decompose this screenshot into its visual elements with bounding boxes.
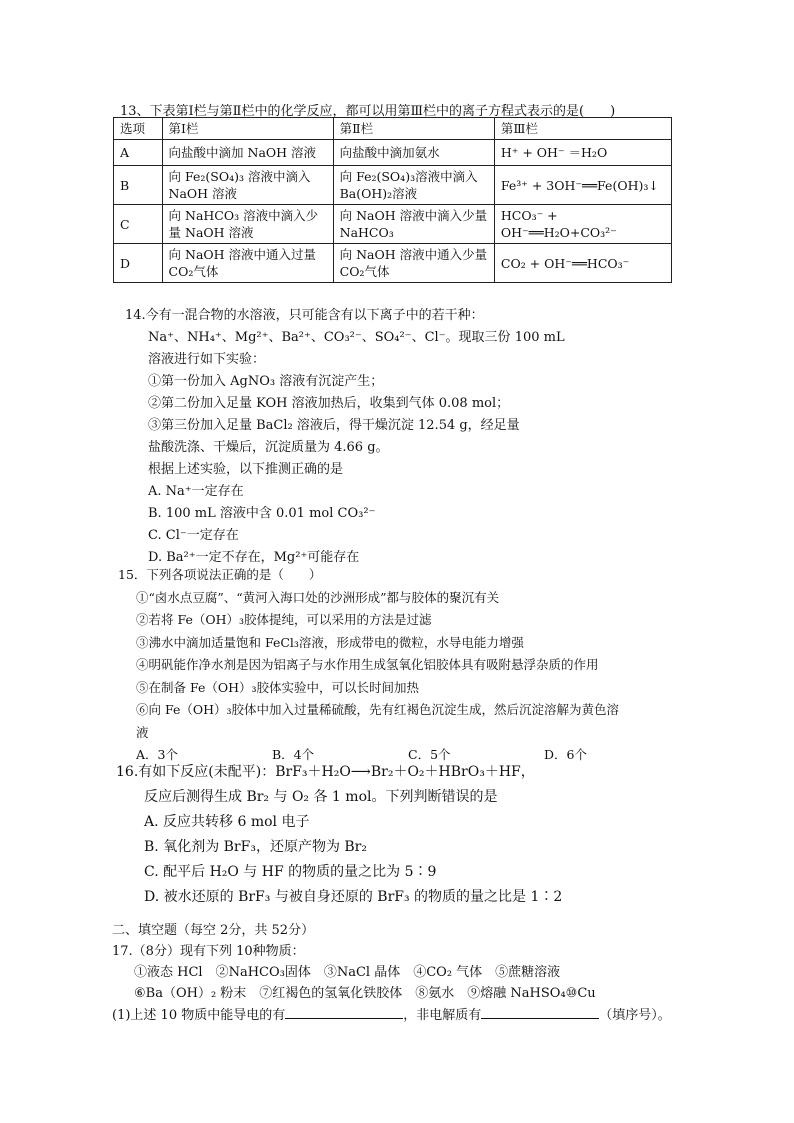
header-cell: 第Ⅲ栏 (494, 118, 671, 140)
table-row (114, 244, 672, 283)
q16-option-d: D. 被水还原的 BrF₃ 与被自身还原的 BrF₃ 的物质的量之比是 1∶2 (144, 889, 563, 905)
q15-item: ⑥向 Fe（OH）₃胶体中加入过量稀硫酸，先有红褐色沉淀生成，然后沉淀溶解为黄色溶 (136, 702, 620, 717)
q16-block (116, 760, 562, 910)
answer-blank-nonelectrolytes[interactable] (481, 1004, 599, 1019)
option-cell: B (114, 166, 163, 205)
q15-option-d: D．6个 (544, 747, 587, 762)
q14-option-b: B. 100 mL 溶液中含 0.01 mol CO₃²⁻ (148, 506, 376, 521)
section2-heading: 二、填空题（每空 2分，共 52分） (112, 923, 315, 938)
q14-text: 盐酸洗涤、干燥后，沉淀质量为 4.66 g。 (148, 440, 389, 455)
table-row (114, 140, 672, 166)
q15-item: 液 (136, 724, 149, 740)
q17-q1-text-b: ，非电解质有 (403, 1008, 482, 1023)
q16-stem: 16.有如下反应(未配平)：BrF₃＋H₂O⟶Br₂＋O₂＋HBrO₃＋HF， (116, 764, 535, 780)
col3-cell: Fe³⁺ + 3OH⁻══Fe(OH)₃↓ (494, 166, 671, 205)
col3-cell: HCO₃⁻ + OH⁻══H₂O+CO₃²⁻ (494, 205, 671, 244)
q14-step2: ②第二份加入足量 KOH 溶液加热后，收集到气体 0.08 mol； (148, 396, 510, 411)
section2-block (112, 920, 671, 1025)
q14-option-c: C. Cl⁻一定存在 (148, 528, 239, 543)
q17-list-1: ①液态 HCl ②NaHCO₃固体 ③NaCl 晶体 ④CO₂ 气体 ⑤蔗糖溶液 (134, 965, 561, 980)
col1-cell: 向 NaOH 溶液中通入过量 CO₂气体 (162, 244, 333, 283)
table-header-row (114, 118, 672, 140)
q16-option-c: C. 配平后 H₂O 与 HF 的物质的量之比为 5∶9 (144, 864, 437, 880)
q14-option-d: D. Ba²⁺一定不存在，Mg²⁺可能存在 (148, 550, 360, 565)
q15-item: ②若将 Fe（OH）₃胶体提纯，可以采用的方法是过滤 (136, 612, 432, 627)
q15-item: ④明矾能作净水剂是因为铝离子与水作用生成氢氧化铝胶体具有吸附悬浮杂质的作用 (136, 657, 599, 672)
option-cell: A (114, 140, 163, 166)
option-cell: C (114, 205, 163, 244)
col3-cell: H⁺ + OH⁻ ＝H₂O (494, 140, 671, 166)
answer-blank-conductors[interactable] (285, 1004, 403, 1019)
q15-option-b: B．4个 (272, 747, 315, 762)
col2-cell: 向 NaOH 溶液中滴入少量 NaHCO₃ (333, 205, 494, 244)
q14-option-a: A. Na⁺一定存在 (148, 484, 244, 499)
q13-table (113, 117, 672, 283)
col3-cell: CO₂ + OH⁻══HCO₃⁻ (494, 244, 671, 283)
q15-item: ⑤在制备 Fe（OH）₃胶体实验中，可以长时间加热 (136, 679, 420, 695)
q15-option-c: C．5个 (408, 747, 451, 762)
col2-cell: 向 Fe₂(SO₄)₃溶液中滴入 Ba(OH)₂溶液 (333, 166, 494, 205)
q14-block (125, 305, 565, 569)
table-row (114, 166, 672, 205)
header-cell: 第Ⅰ栏 (162, 118, 333, 140)
q13-title: 13、下表第Ⅰ栏与第Ⅱ栏中的化学反应，都可以用第Ⅲ栏中的离子方程式表示的是( ) (120, 104, 616, 119)
header-cell: 第Ⅱ栏 (333, 118, 494, 140)
q16-text: 反应后测得生成 Br₂ 与 O₂ 各 1 mol。下列判断错误的是 (144, 789, 498, 805)
q17-q1-text-c: （填序号）。 (599, 1008, 671, 1023)
q15-item: ③沸水中滴加适量饱和 FeCl₃溶液，形成带电的微粒，水导电能力增强 (136, 634, 524, 650)
q17-list-2: ⑥Ba（OH）₂ 粉末 ⑦红褐色的氢氧化铁胶体 ⑧氨水 ⑨熔融 NaHSO₄⑩Cu (134, 986, 596, 1001)
table-row (114, 205, 672, 244)
q15-title: 15．下列各项说法正确的是（ ） (118, 567, 322, 582)
q17-intro: 17.（8分）现有下列 10种物质： (112, 944, 305, 959)
q15-item: ①“卤水点豆腐”、“黄河入海口处的沙洲形成”都与胶体的聚沉有关 (136, 589, 500, 605)
q14-step3: ③第三份加入足量 BaCl₂ 溶液后，得干燥沉淀 12.54 g，经足量 (148, 418, 520, 433)
col2-cell: 向 NaOH 溶液中通入少量 CO₂气体 (333, 244, 494, 283)
q17-q1-text-a: (1)上述 10 物质中能导电的有 (112, 1008, 286, 1023)
q15-option-a: A．3个 (136, 747, 178, 762)
col1-cell: 向 NaHCO₃ 溶液中滴入少量 NaOH 溶液 (162, 205, 333, 244)
q15-block (118, 564, 680, 767)
q14-question: 根据上述实验，以下推测正确的是 (148, 462, 344, 477)
q14-step1: ①第一份加入 AgNO₃ 溶液有沉淀产生； (148, 374, 384, 389)
option-cell: D (114, 244, 163, 283)
q17-subquestion-1 (112, 1004, 671, 1025)
q16-option-b: B. 氧化剂为 BrF₃，还原产物为 Br₂ (144, 839, 367, 855)
q14-text: 溶液进行如下实验： (148, 352, 266, 367)
col2-cell: 向盐酸中滴加氨水 (333, 140, 494, 166)
q16-option-a: A. 反应共转移 6 mol 电子 (144, 814, 310, 830)
col1-cell: 向盐酸中滴加 NaOH 溶液 (162, 140, 333, 166)
col1-cell: 向 Fe₂(SO₄)₃ 溶液中滴入 NaOH 溶液 (162, 166, 333, 205)
q14-stem: 14.今有一混合物的水溶液，只可能含有以下离子中的若干种： (125, 308, 484, 323)
q14-ions: Na⁺、NH₄⁺、Mg²⁺、Ba²⁺、CO₃²⁻、SO₄²⁻、Cl⁻。现取三份 100 mL (148, 330, 565, 345)
header-cell: 选项 (114, 118, 163, 140)
